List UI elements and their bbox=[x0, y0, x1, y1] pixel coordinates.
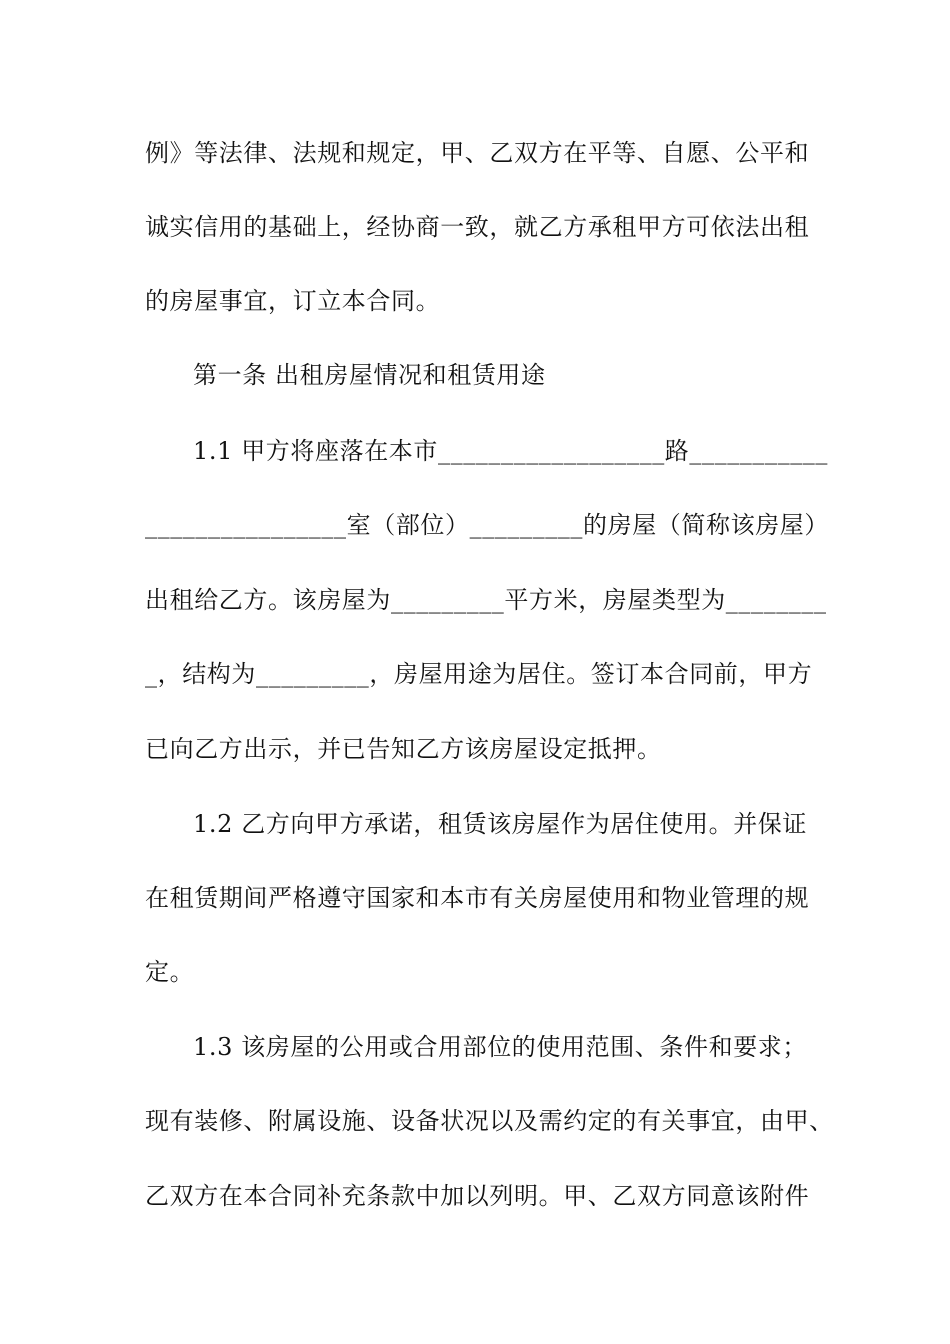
text-line: _，结构为_________，房屋用途为居住。签订本合同前，甲方 bbox=[145, 660, 813, 688]
text-line: 1.3 该房屋的公用或合用部位的使用范围、条件和要求； bbox=[193, 1033, 807, 1061]
text-line: 1.1 甲方将座落在本市__________________路___________ bbox=[193, 437, 828, 465]
text-line: 已向乙方出示，并已告知乙方该房屋设定抵押。 bbox=[145, 735, 662, 763]
text-line: 诚实信用的基础上，经协商一致，就乙方承租甲方可依法出租 bbox=[145, 213, 810, 241]
text-line: 的房屋事宜，订立本合同。 bbox=[145, 287, 441, 315]
text-line: 现有装修、附属设施、设备状况以及需约定的有关事宜，由甲、 bbox=[145, 1107, 834, 1135]
text-line: 乙双方在本合同补充条款中加以列明。甲、乙双方同意该附件 bbox=[145, 1182, 810, 1210]
text-line: ________________室（部位）_________的房屋（简称该房屋） bbox=[145, 511, 829, 539]
text-line: 定。 bbox=[145, 958, 195, 986]
text-line: 1.2 乙方向甲方承诺，租赁该房屋作为居住使用。并保证 bbox=[193, 810, 807, 838]
text-line: 出租给乙方。该房屋为_________平方米，房屋类型为________ bbox=[145, 586, 827, 614]
text-line: 例》等法律、法规和规定，甲、乙双方在平等、自愿、公平和 bbox=[145, 139, 810, 167]
article-heading: 第一条 出租房屋情况和租赁用途 bbox=[193, 361, 546, 389]
text-line: 在租赁期间严格遵守国家和本市有关房屋使用和物业管理的规 bbox=[145, 884, 810, 912]
